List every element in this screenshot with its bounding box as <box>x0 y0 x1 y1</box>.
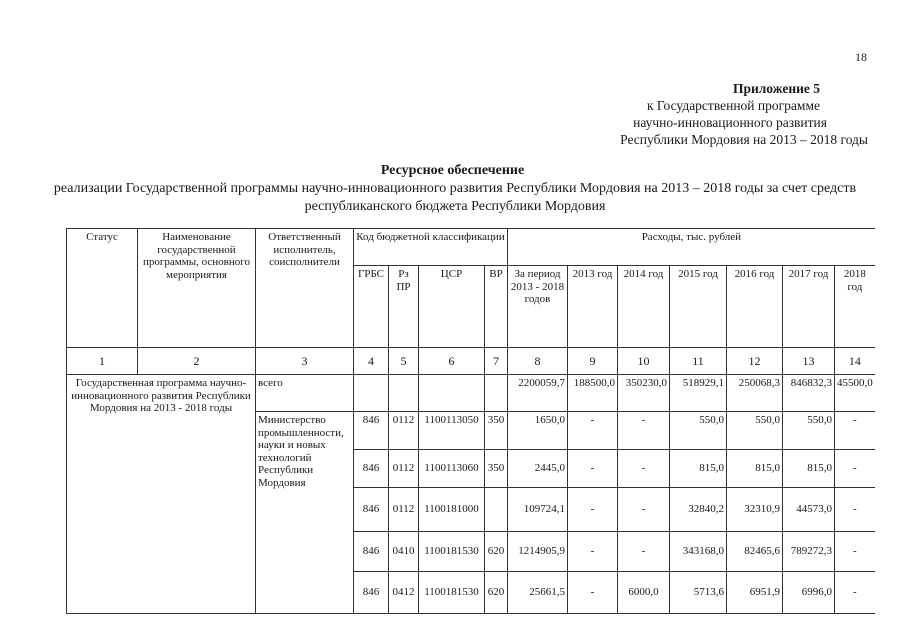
cell-2013: - <box>568 572 618 614</box>
cell-grbs: 846 <box>354 532 389 572</box>
column-number: 8 <box>508 348 568 375</box>
header-2015: 2015 год <box>670 266 727 348</box>
cell-2017: 44573,0 <box>783 488 835 532</box>
cell-2018: - <box>835 532 875 572</box>
table-cell <box>389 375 419 412</box>
header-2018: 2018 год <box>835 266 875 348</box>
cell-2017: 6996,0 <box>783 572 835 614</box>
cell-rzpr: 0112 <box>389 412 419 450</box>
cell-2016: 815,0 <box>727 450 783 488</box>
cell-2018: - <box>835 488 875 532</box>
column-number: 12 <box>727 348 783 375</box>
column-number: 5 <box>389 348 419 375</box>
appendix-line-2: научно-инновационного развития <box>633 115 827 130</box>
header-rzpr: Рз ПР <box>389 266 419 348</box>
cell-2015: 550,0 <box>670 412 727 450</box>
cell-period: 109724,1 <box>508 488 568 532</box>
header-status: Статус <box>67 229 138 348</box>
total-2015: 518929,1 <box>670 375 727 412</box>
cell-csr: 1100113050 <box>419 412 485 450</box>
header-expenses: Расходы, тыс. рублей <box>508 229 875 266</box>
executor-cell: Министерство промышленности, науки и новых технологий Республики Мордовия <box>256 412 354 614</box>
cell-2014: - <box>618 532 670 572</box>
cell-2013: - <box>568 450 618 488</box>
column-number: 6 <box>419 348 485 375</box>
cell-2017: 815,0 <box>783 450 835 488</box>
cell-2018: - <box>835 450 875 488</box>
appendix-line-1: к Государственной программе <box>646 98 820 113</box>
total-2013: 188500,0 <box>568 375 618 412</box>
cell-grbs: 846 <box>354 488 389 532</box>
column-number: 14 <box>835 348 875 375</box>
header-period: За период 2013 - 2018 годов <box>508 266 568 348</box>
cell-2014: - <box>618 450 670 488</box>
table-row-total <box>67 375 875 412</box>
column-number: 3 <box>256 348 354 375</box>
cell-2016: 6951,9 <box>727 572 783 614</box>
cell-vr: 350 <box>485 450 508 488</box>
cell-rzpr: 0412 <box>389 572 419 614</box>
cell-csr: 1100181000 <box>419 488 485 532</box>
document-title: Ресурсное обеспечение <box>380 163 525 178</box>
table-cell <box>354 375 389 412</box>
cell-2014: - <box>618 412 670 450</box>
cell-2017: 789272,3 <box>783 532 835 572</box>
page-number: 18 <box>855 50 867 64</box>
total-label: всего <box>256 375 354 412</box>
column-number: 11 <box>670 348 727 375</box>
appendix-title: Приложение 5 <box>732 81 820 96</box>
cell-vr <box>485 488 508 532</box>
cell-2018: - <box>835 572 875 614</box>
header-executor: Ответственный исполнитель, соисполнители <box>256 229 354 348</box>
column-number: 13 <box>783 348 835 375</box>
header-budget-code: Код бюджетной классификации <box>354 229 508 266</box>
cell-2015: 815,0 <box>670 450 727 488</box>
total-period: 2200059,7 <box>508 375 568 412</box>
column-number: 7 <box>485 348 508 375</box>
cell-2013: - <box>568 412 618 450</box>
cell-2013: - <box>568 532 618 572</box>
cell-grbs: 846 <box>354 412 389 450</box>
header-csr: ЦСР <box>419 266 485 348</box>
table-cell <box>485 375 508 412</box>
header-2017: 2017 год <box>783 266 835 348</box>
cell-2018: - <box>835 412 875 450</box>
total-2014: 350230,0 <box>618 375 670 412</box>
header-2016: 2016 год <box>727 266 783 348</box>
cell-vr: 620 <box>485 572 508 614</box>
cell-2013: - <box>568 488 618 532</box>
cell-csr: 1100181530 <box>419 532 485 572</box>
cell-period: 2445,0 <box>508 450 568 488</box>
header-vr: ВР <box>485 266 508 348</box>
cell-period: 1650,0 <box>508 412 568 450</box>
cell-rzpr: 0410 <box>389 532 419 572</box>
cell-rzpr: 0112 <box>389 488 419 532</box>
cell-2016: 32310,9 <box>727 488 783 532</box>
cell-period: 25661,5 <box>508 572 568 614</box>
column-number: 1 <box>67 348 138 375</box>
cell-2016: 82465,6 <box>727 532 783 572</box>
total-2016: 250068,3 <box>727 375 783 412</box>
cell-vr: 620 <box>485 532 508 572</box>
cell-2014: 6000,0 <box>618 572 670 614</box>
total-2018: 45500,0 <box>835 375 875 412</box>
cell-csr: 1100113060 <box>419 450 485 488</box>
column-number: 10 <box>618 348 670 375</box>
header-name: Наименование государственной программы, основного мероприятия <box>138 229 256 348</box>
column-number: 2 <box>138 348 256 375</box>
column-number: 4 <box>354 348 389 375</box>
cell-csr: 1100181530 <box>419 572 485 614</box>
cell-2015: 343168,0 <box>670 532 727 572</box>
total-2017: 846832,3 <box>783 375 835 412</box>
cell-vr: 350 <box>485 412 508 450</box>
resource-table <box>66 228 875 614</box>
column-number: 9 <box>568 348 618 375</box>
header-2014: 2014 год <box>618 266 670 348</box>
cell-rzpr: 0112 <box>389 450 419 488</box>
cell-2015: 5713,6 <box>670 572 727 614</box>
cell-grbs: 846 <box>354 450 389 488</box>
appendix-block <box>620 80 868 148</box>
program-name-cell: Государственная программа научно-инновационного развития Республики Мордовия на 2013 - 2018 годы <box>67 375 256 614</box>
cell-2014: - <box>618 488 670 532</box>
cell-2016: 550,0 <box>727 412 783 450</box>
cell-2015: 32840,2 <box>670 488 727 532</box>
appendix-line-3: Республики Мордовия на 2013 – 2018 годы <box>620 132 868 147</box>
header-grbs: ГРБС <box>354 266 389 348</box>
cell-2017: 550,0 <box>783 412 835 450</box>
cell-period: 1214905,9 <box>508 532 568 572</box>
table-cell <box>419 375 485 412</box>
document-subtitle: реализации Государственной программы научно-инновационного развития Республики Мордовия на 2013 – 2018 годы за счет средств республиканского бюджета Республики Мордовия <box>53 181 857 214</box>
cell-grbs: 846 <box>354 572 389 614</box>
header-2013: 2013 год <box>568 266 618 348</box>
